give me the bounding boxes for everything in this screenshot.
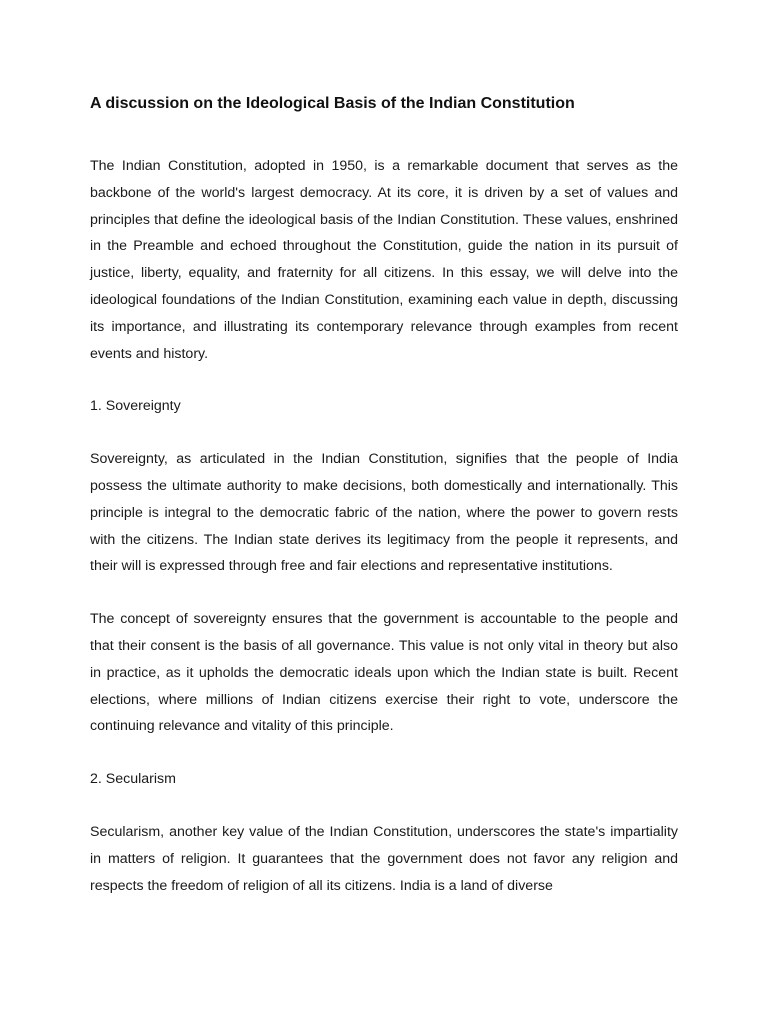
- document-body: [90, 92, 678, 925]
- intro-paragraph: The Indian Constitution, adopted in 1950, is a remarkable document that serves as the backbone of the world's largest democracy. At its core, it is driven by a set of values and principles that define the ideological basis of the Indian Constitution. These values, enshrined in the Preamble and echoed throughout the Constitution, guide the nation in its pursuit of justice, liberty, equality, and fraternity for all citizens. In this essay, we will delve into the ideological foundations of the Indian Constitution, examining each value in depth, discussing its importance, and illustrating its contemporary relevance through examples from recent events and history.: [90, 158, 678, 362]
- section-heading: 2. Secularism: [90, 771, 176, 788]
- section-sovereignty: [90, 393, 678, 740]
- paragraph: Secularism, another key value of the Indian Constitution, underscores the state's impartiality in matters of religion. It guarantees that the government does not favor any religion and respects the freedom of religion of all its citizens. India is a land of diverse: [90, 823, 678, 894]
- section-secularism: [90, 766, 678, 899]
- document-title: A discussion on the Ideological Basis of the Indian Constitution: [90, 95, 575, 112]
- paragraph: The concept of sovereignty ensures that the government is accountable to the people and that their consent is the basis of all governance. This value is not only vital in theory but also in practice, as it upholds the democratic ideals upon which the Indian state is built. Recent elections, where millions of Indian citizens exercise their right to vote, underscore the continuing relevance and vitality of this principle.: [90, 611, 678, 735]
- section-heading: 1. Sovereignty: [90, 398, 181, 415]
- paragraph: Sovereignty, as articulated in the Indian Constitution, signifies that the people of India possess the ultimate authority to make decisions, both domestically and internationally. This principle is integral to the democratic fabric of the nation, where the power to govern rests with the citizens. The Indian state derives its legitimacy from the people it represents, and their will is expressed through free and fair elections and representative institutions.: [90, 451, 678, 575]
